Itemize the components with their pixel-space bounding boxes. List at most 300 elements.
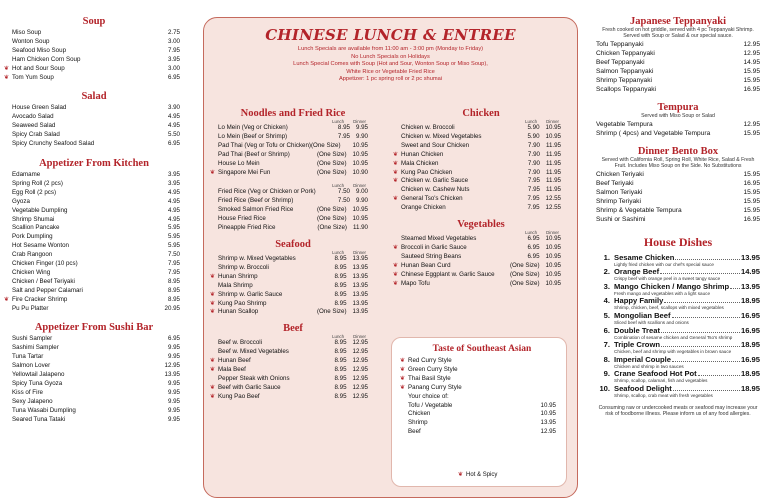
item-name: Spicy Tuna Gyoza bbox=[12, 380, 63, 387]
item-name: Hot and Sour Soup ❦ bbox=[4, 64, 65, 72]
menu-item bbox=[8, 389, 180, 398]
dinner-price: 10.95 bbox=[545, 235, 561, 243]
menu-item bbox=[210, 290, 368, 300]
lunch-price: (One Size) bbox=[316, 215, 347, 223]
item-name: Seaweed Salad bbox=[12, 122, 56, 130]
menu-item bbox=[210, 299, 368, 309]
item-number: 6. bbox=[603, 325, 610, 335]
lunch-price: 7.50 bbox=[337, 188, 350, 196]
menu-item bbox=[393, 177, 561, 186]
menu-item bbox=[408, 402, 556, 411]
item-name: Chicken w. Cashew Nuts bbox=[401, 186, 470, 194]
menu-item bbox=[401, 235, 561, 244]
item-name: Spring Roll (2 pcs) bbox=[12, 179, 63, 187]
noodles-title: Noodles and Fried Rice bbox=[240, 108, 346, 119]
item-price: 12.95 bbox=[743, 41, 760, 49]
chili-icon: ❦ bbox=[210, 300, 216, 307]
menu-item bbox=[596, 50, 760, 59]
menu-item bbox=[8, 180, 180, 189]
item-name: Chicken w. Garlic Sauce ❦ bbox=[393, 177, 469, 185]
item-name: Chicken Teppanyaki bbox=[596, 50, 655, 58]
item-name: Salt and Pepper Calamari bbox=[12, 286, 83, 294]
item-name: Thai Basil Style ❦ bbox=[400, 374, 451, 382]
item-name: Salmon Lover bbox=[12, 362, 51, 370]
chili-icon: ❦ bbox=[393, 160, 399, 167]
item-prices bbox=[334, 291, 368, 300]
menu-item bbox=[8, 362, 180, 371]
chili-icon: ❦ bbox=[210, 169, 216, 176]
item-price: 13.95 bbox=[740, 281, 760, 291]
item-price: 15.95 bbox=[743, 77, 760, 85]
item-name: Tofu / Vegetable bbox=[408, 401, 453, 409]
item-prices bbox=[527, 253, 561, 262]
menu-item bbox=[401, 133, 561, 142]
menu-item bbox=[218, 255, 368, 264]
lunch-price: 7.90 bbox=[527, 141, 540, 149]
menu-item bbox=[393, 159, 561, 169]
lunch-price: 8.95 bbox=[334, 254, 347, 262]
item-name: Salmon Teriyaki bbox=[596, 189, 643, 197]
house-title: House Dishes bbox=[643, 234, 713, 249]
item-name: Chicken Teriyaki bbox=[596, 171, 644, 179]
menu-item bbox=[393, 150, 561, 160]
item-name: Beef Teriyaki bbox=[596, 180, 634, 188]
item-prices bbox=[317, 224, 368, 233]
item-name: Shrimp bbox=[408, 419, 428, 427]
dinner-price: 10.95 bbox=[352, 206, 368, 214]
item-name: Hunan Bean Curd ❦ bbox=[393, 261, 451, 269]
item-name: Broccoli in Garlic Sauce ❦ bbox=[393, 243, 467, 251]
item-price: 12.95 bbox=[164, 362, 180, 370]
menu-item bbox=[218, 142, 368, 151]
house-item bbox=[596, 384, 760, 393]
item-prices bbox=[317, 206, 368, 215]
item-name: Pepper Steak with Onions bbox=[218, 374, 290, 382]
southeast-title: Taste of Southeast Asian bbox=[432, 344, 532, 354]
menu-item bbox=[393, 243, 561, 253]
house-item bbox=[596, 326, 760, 335]
menu-item bbox=[408, 428, 556, 437]
item-price: 3.95 bbox=[167, 179, 180, 187]
item-name: Shrimp w. Broccoli bbox=[218, 263, 269, 271]
item-name: Vegetable Tempura bbox=[596, 121, 653, 129]
dinner-price: 10.95 bbox=[545, 124, 561, 131]
leader-dots bbox=[661, 332, 740, 333]
item-name: Tom Yum Soup ❦ bbox=[4, 73, 54, 81]
leader-dots bbox=[660, 273, 740, 274]
menu-item bbox=[4, 73, 180, 83]
spicy-legend: ❦ Hot & Spicy bbox=[458, 472, 498, 478]
menu-item bbox=[8, 47, 180, 56]
dinner-price: 11.95 bbox=[545, 186, 561, 194]
item-price: 15.95 bbox=[743, 206, 760, 214]
item-number: 10. bbox=[599, 384, 610, 394]
item-name: Crab Rangoon bbox=[12, 251, 53, 259]
item-price: 5.95 bbox=[167, 242, 180, 250]
beef-title: Beef bbox=[283, 323, 303, 335]
item-name: Chicken w. Mixed Vegetables bbox=[401, 132, 482, 140]
item-number: 3. bbox=[603, 281, 610, 291]
menu-item bbox=[401, 142, 561, 151]
menu-item bbox=[8, 269, 180, 278]
intro-line: Appetizer: 1 pc spring roll or 2 pc shumai bbox=[338, 76, 443, 83]
menu-item bbox=[8, 113, 180, 122]
menu-item bbox=[218, 282, 368, 291]
item-price: 16.95 bbox=[743, 85, 760, 93]
item-name: Chinese Eggplant w. Garlic Sauce ❦ bbox=[393, 270, 495, 278]
menu-item bbox=[408, 410, 556, 419]
menu-item bbox=[8, 416, 180, 425]
lunch-right-col bbox=[393, 108, 561, 289]
lunch-label: Lunch bbox=[332, 183, 345, 189]
dinner-price: 11.95 bbox=[545, 159, 561, 167]
item-name: Fire Cracker Shrimp ❦ bbox=[4, 295, 68, 303]
item-price: 7.50 bbox=[167, 251, 180, 259]
dinner-price: 12.95 bbox=[352, 348, 368, 356]
item-name: Chicken Wing bbox=[12, 268, 51, 276]
item-name: Sexy Jalapeno bbox=[12, 397, 53, 405]
leader-dots bbox=[672, 361, 740, 362]
item-price: 4.95 bbox=[167, 113, 180, 121]
item-price: 2.75 bbox=[167, 29, 180, 36]
item-name: Orange Beef bbox=[614, 267, 660, 277]
choice-label: Your choice of: bbox=[408, 392, 449, 400]
dinner-price: 12.95 bbox=[352, 374, 368, 382]
item-name: Beef Teppanyaki bbox=[596, 59, 645, 67]
menu-item bbox=[596, 121, 760, 130]
menu-item bbox=[8, 56, 180, 65]
item-description: Crispy beef with orange peel in a sweet tangy sauce bbox=[614, 276, 721, 282]
teppanyaki-note: Fresh cooked on hot griddle, served with 4 pc Teppanyaki Shrimp. Served with Soup or Salad & our special sauce. bbox=[602, 27, 754, 40]
item-price: 3.90 bbox=[167, 104, 180, 112]
item-prices bbox=[527, 195, 561, 204]
lunch-price: 7.95 bbox=[527, 177, 540, 185]
dinner-price: 10.95 bbox=[545, 252, 561, 260]
menu-item bbox=[596, 180, 760, 189]
menu-item bbox=[210, 392, 368, 402]
menu-item bbox=[8, 122, 180, 131]
lunch-title: CHINESE LUNCH & ENTREE bbox=[265, 26, 516, 44]
menu-item bbox=[393, 261, 561, 271]
dinner-price: 12.95 bbox=[352, 392, 368, 400]
menu-item bbox=[596, 86, 760, 95]
menu-item bbox=[596, 171, 760, 180]
item-name: Salmon Teppanyaki bbox=[596, 68, 654, 76]
menu-item bbox=[8, 251, 180, 260]
item-name: Scallion Pancake bbox=[12, 224, 60, 232]
curry-style bbox=[400, 365, 556, 375]
lunch-price: 8.95 bbox=[334, 339, 347, 347]
item-name: General Tso's Chicken ❦ bbox=[393, 195, 463, 203]
item-price: 8.95 bbox=[167, 295, 180, 303]
item-name: Vegetable Dumpling bbox=[12, 206, 68, 214]
item-name: Kung Pao Shrimp ❦ bbox=[210, 299, 267, 307]
item-price: 4.95 bbox=[167, 206, 180, 214]
chili-icon: ❦ bbox=[393, 178, 399, 185]
menu-item bbox=[4, 295, 180, 305]
dinner-price: 12.95 bbox=[352, 366, 368, 374]
menu-item bbox=[218, 206, 368, 215]
item-prices bbox=[334, 357, 368, 366]
menu-item bbox=[218, 224, 368, 233]
item-price: 3.00 bbox=[167, 37, 180, 45]
item-name: Hunan Scallop ❦ bbox=[210, 308, 259, 316]
leader-dots bbox=[698, 375, 740, 376]
item-price: 5.50 bbox=[167, 131, 180, 139]
lunch-label: Lunch bbox=[332, 249, 345, 255]
sushi-title: Appetizer From Sushi Bar bbox=[34, 322, 154, 334]
leader-dots bbox=[672, 317, 740, 318]
lunch-price: 8.95 bbox=[337, 124, 350, 131]
item-name: Hunan Shrimp ❦ bbox=[210, 272, 258, 280]
item-price: 4.95 bbox=[167, 122, 180, 130]
vegetables-title: Vegetables bbox=[457, 219, 505, 231]
dinner-label: Dinner bbox=[546, 119, 559, 124]
item-description: Combination of sesame chicken and General Tso's shrimp bbox=[614, 334, 733, 340]
dinner-price: 10.90 bbox=[352, 168, 368, 176]
item-name: Yellowtail Jalapeno bbox=[12, 371, 65, 379]
lunch-price: (One Size) bbox=[317, 224, 347, 232]
item-name: Beef w. Mixed Vegetables bbox=[218, 348, 289, 356]
item-name: Edamame bbox=[12, 170, 41, 178]
item-description: Chicken and shrimp in two sauces bbox=[614, 363, 684, 369]
item-prices bbox=[317, 169, 368, 178]
dinner-price: 11.95 bbox=[545, 150, 561, 158]
item-name: Shrimp Teriyaki bbox=[596, 197, 641, 205]
item-name: Sweet and Sour Chicken bbox=[401, 141, 470, 149]
item-name: Shrimp Shumai bbox=[12, 215, 55, 223]
item-price: 3.95 bbox=[167, 55, 180, 63]
menu-item bbox=[393, 270, 561, 280]
item-name: Hot Sesame Wonton bbox=[12, 242, 69, 250]
item-name: Spicy Crunchy Seafood Salad bbox=[12, 140, 95, 148]
item-name: Seared Tuna Tataki bbox=[12, 415, 66, 423]
item-prices bbox=[334, 348, 368, 357]
menu-item bbox=[218, 339, 368, 348]
menu-item bbox=[8, 278, 180, 287]
item-prices bbox=[527, 204, 561, 213]
item-price: 18.95 bbox=[740, 340, 760, 350]
item-name: Triple Crown bbox=[614, 340, 660, 350]
lunch-entree-panel bbox=[203, 17, 578, 498]
lunch-price: 8.95 bbox=[334, 392, 347, 400]
menu-item bbox=[210, 357, 368, 366]
item-prices bbox=[528, 142, 561, 151]
chili-icon: ❦ bbox=[393, 244, 399, 251]
item-name: Pad Thai (Veg or Tofu or Chicken)(One Size) bbox=[218, 141, 341, 149]
tempura-title: Tempura bbox=[657, 101, 699, 113]
item-prices bbox=[334, 255, 368, 264]
item-name: Scallops Teppanyaki bbox=[596, 85, 656, 93]
dinner-price: 13.95 bbox=[352, 299, 368, 307]
item-price: 13.95 bbox=[540, 419, 556, 427]
dinner-price: 10.95 bbox=[545, 132, 561, 140]
chili-icon: ❦ bbox=[393, 169, 399, 176]
chili-icon: ❦ bbox=[4, 74, 10, 81]
item-name: Crane Seafood Hot Pot bbox=[614, 369, 697, 379]
menu-item bbox=[596, 198, 760, 207]
item-name: Gyoza bbox=[12, 197, 30, 205]
dinner-price: 9.90 bbox=[355, 197, 368, 205]
item-name: Sauteed String Beans bbox=[401, 252, 462, 260]
menu-item bbox=[8, 216, 180, 225]
southeast-panel bbox=[391, 337, 567, 487]
item-name: Ham Chicken Corn Soup bbox=[12, 55, 81, 63]
menu-item bbox=[8, 38, 180, 47]
item-name: Tofu Teppanyaki bbox=[596, 41, 644, 49]
menu-item bbox=[596, 77, 760, 86]
item-name: Sushi Sampler bbox=[12, 335, 53, 343]
item-price: 6.95 bbox=[167, 140, 180, 148]
item-prices bbox=[527, 133, 561, 142]
item-name: Double Treat bbox=[614, 325, 660, 335]
chili-icon: ❦ bbox=[400, 358, 406, 364]
menu-item bbox=[218, 133, 368, 142]
lunch-price: 8.95 bbox=[334, 374, 347, 382]
menu-item bbox=[218, 197, 368, 206]
dinner-price: 10.95 bbox=[545, 279, 561, 287]
dinner-price: 11.95 bbox=[545, 177, 561, 185]
item-prices bbox=[510, 271, 561, 280]
item-name: Chicken / Beef Teriyaki bbox=[12, 277, 75, 285]
menu-item bbox=[401, 204, 561, 213]
item-prices bbox=[527, 244, 561, 253]
curry-style bbox=[400, 383, 556, 393]
dinner-price: 13.95 bbox=[352, 263, 368, 271]
menu-item bbox=[8, 224, 180, 233]
item-price: 3.00 bbox=[167, 64, 180, 72]
item-number: 8. bbox=[603, 354, 610, 364]
item-price: 10.95 bbox=[540, 401, 556, 409]
house-item bbox=[596, 296, 760, 305]
menu-item bbox=[8, 131, 180, 140]
lunch-price: (One Size) bbox=[316, 206, 347, 214]
item-name: Sushi or Sashimi bbox=[596, 215, 646, 223]
lunch-intro bbox=[204, 46, 577, 84]
chili-icon: ❦ bbox=[400, 366, 406, 373]
salad-title: Salad bbox=[81, 91, 107, 103]
intro-line: No Lunch Specials on Holidays bbox=[351, 53, 430, 60]
house-item bbox=[596, 355, 760, 364]
menu-item bbox=[401, 186, 561, 195]
item-name: Mapo Tofu ❦ bbox=[393, 279, 430, 287]
item-prices bbox=[528, 186, 561, 195]
curry-style bbox=[400, 374, 556, 384]
item-name: Egg Roll (2 pcs) bbox=[12, 188, 57, 196]
item-name: Mala Beef ❦ bbox=[210, 366, 246, 374]
chili-icon: ❦ bbox=[400, 384, 406, 391]
item-price: 16.95 bbox=[740, 354, 760, 364]
menu-item bbox=[596, 41, 760, 50]
dinner-label: Dinner bbox=[353, 119, 366, 124]
item-price: 18.95 bbox=[740, 296, 760, 306]
item-prices bbox=[528, 151, 561, 160]
item-number: 9. bbox=[603, 369, 610, 379]
right-column bbox=[596, 0, 760, 417]
chili-icon: ❦ bbox=[393, 271, 399, 278]
leader-dots bbox=[730, 288, 740, 289]
house-item bbox=[596, 311, 760, 320]
item-description: Shrimp, scallop, crab meat with fresh vegetables bbox=[614, 393, 713, 399]
dinner-price: 13.95 bbox=[352, 308, 368, 316]
menu-item bbox=[596, 216, 760, 225]
lunch-price: 6.95 bbox=[527, 252, 540, 260]
menu-item bbox=[8, 407, 180, 416]
item-name: House Fried Rice bbox=[218, 215, 266, 223]
item-name: Pork Dumpling bbox=[12, 233, 53, 241]
item-prices bbox=[528, 177, 561, 186]
lunch-price: 8.95 bbox=[334, 299, 347, 307]
item-prices bbox=[334, 384, 368, 393]
menu-item bbox=[218, 188, 368, 197]
item-name: Hunan Beef ❦ bbox=[210, 357, 251, 365]
lunch-label: Lunch bbox=[332, 119, 345, 124]
menu-item bbox=[8, 287, 180, 296]
item-price: 13.95 bbox=[164, 371, 180, 379]
item-price: 9.95 bbox=[167, 415, 180, 423]
item-price: 18.95 bbox=[740, 384, 760, 394]
house-footnote: Consuming raw or undercooked meats or seafood may increase your risk of foodborne illness. Please inform us of any food allergies. bbox=[598, 404, 758, 417]
item-name: Panang Curry Style ❦ bbox=[400, 383, 462, 391]
menu-item bbox=[8, 29, 180, 38]
item-number: 2. bbox=[603, 267, 610, 277]
item-prices bbox=[334, 339, 368, 348]
leader-dots bbox=[661, 346, 740, 347]
item-price: 4.95 bbox=[167, 215, 180, 223]
lunch-price: 8.95 bbox=[334, 272, 347, 280]
item-name: Shrimp w. Garlic Sauce ❦ bbox=[210, 290, 283, 298]
item-prices bbox=[334, 300, 368, 309]
house-item bbox=[596, 253, 760, 262]
item-name: Pad Thai (Beef or Shrimp) bbox=[218, 150, 290, 158]
menu-item bbox=[596, 189, 760, 198]
menu-item bbox=[393, 195, 561, 204]
item-name: Mala Shrimp bbox=[218, 281, 253, 289]
dinner-price: 11.95 bbox=[545, 141, 561, 149]
item-name: Fried Rice (Beef or Shrimp) bbox=[218, 197, 294, 205]
lunch-price: (One Size) bbox=[509, 261, 540, 269]
menu-item bbox=[210, 272, 368, 282]
menu-item bbox=[8, 104, 180, 113]
item-name: Tuna Tartar bbox=[12, 353, 44, 361]
teppanyaki-title: Japanese Teppanyaki bbox=[630, 16, 726, 27]
soup-title: Soup bbox=[82, 16, 106, 27]
menu-item bbox=[210, 308, 368, 317]
lunch-price: 8.95 bbox=[334, 357, 347, 365]
dinner-price: 12.95 bbox=[352, 357, 368, 365]
item-name: Shrimp ( 4pcs) and Vegetable Tempura bbox=[596, 129, 711, 137]
chili-icon: ❦ bbox=[210, 384, 216, 391]
item-price: 9.95 bbox=[167, 406, 180, 414]
item-name: Shrimp Teppanyaki bbox=[596, 77, 652, 85]
item-price: 9.95 bbox=[167, 344, 180, 352]
dinner-price: 10.95 bbox=[352, 159, 368, 167]
lunch-price: 7.50 bbox=[337, 197, 350, 205]
menu-item bbox=[218, 348, 368, 357]
dinner-price: 12.95 bbox=[352, 383, 368, 391]
item-price: 15.95 bbox=[743, 171, 760, 179]
menu-item bbox=[8, 207, 180, 216]
dinner-price: 10.95 bbox=[545, 270, 561, 278]
dinner-price: 9.00 bbox=[355, 188, 368, 196]
item-prices bbox=[317, 151, 368, 160]
menu-item bbox=[8, 171, 180, 180]
lunch-left-col bbox=[210, 108, 368, 402]
menu-item bbox=[596, 130, 760, 139]
item-name: Spicy Crab Salad bbox=[12, 131, 60, 139]
item-name: House Lo Mein bbox=[218, 159, 260, 167]
menu-item bbox=[8, 344, 180, 353]
